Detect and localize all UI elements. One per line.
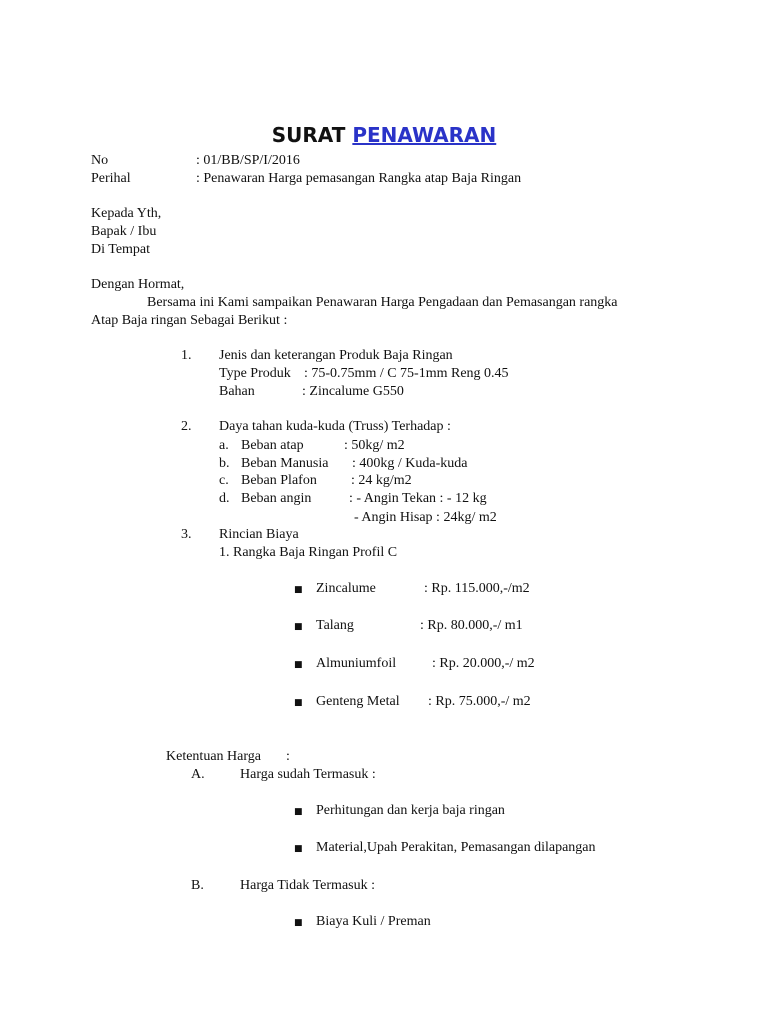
beban-label: Beban atap [241, 438, 304, 453]
beban-letter: a. [219, 438, 229, 453]
section-3-heading: Rincian Biaya [219, 527, 299, 542]
no-value: : 01/BB/SP/I/2016 [196, 153, 300, 168]
bullet-icon: ■ [294, 585, 303, 595]
cost-item-value: : Rp. 80.000,-/ m1 [420, 618, 523, 633]
bullet-icon: ■ [294, 698, 303, 708]
section-3-number: 3. [181, 527, 192, 542]
type-produk-value: : 75-0.75mm / C 75-1mm Reng 0.45 [304, 366, 509, 381]
bullet-icon: ■ [294, 918, 303, 928]
cost-item-value: : Rp. 115.000,-/m2 [424, 581, 530, 596]
excluded-item: Biaya Kuli / Preman [316, 914, 431, 929]
title-word-surat: SURAT [271, 123, 346, 147]
document-title [0, 122, 768, 148]
section-1-heading: Jenis dan keterangan Produk Baja Ringan [219, 348, 453, 363]
perihal-value: : Penawaran Harga pemasangan Rangka atap Baja Ringan [196, 171, 522, 186]
no-label: No [91, 153, 109, 168]
opening-paragraph-line-2: Atap Baja ringan Sebagai Berikut : [91, 313, 288, 328]
bullet-icon: ■ [294, 844, 303, 854]
section-2-heading: Daya tahan kuda-kuda (Truss) Terhadap : [219, 419, 451, 434]
cost-item-label: Genteng Metal [316, 694, 400, 709]
cost-item-label: Talang [316, 618, 354, 633]
ketentuan-a-heading: Harga sudah Termasuk : [240, 767, 376, 782]
bahan-label: Bahan [219, 384, 255, 399]
bullet-icon: ■ [294, 807, 303, 817]
section-2-number: 2. [181, 419, 192, 434]
beban-value: : 24 kg/m2 [351, 473, 412, 488]
recipient-line-3: Di Tempat [91, 242, 151, 257]
salutation: Dengan Hormat, [91, 277, 185, 292]
cost-item-value: : Rp. 75.000,-/ m2 [428, 694, 531, 709]
perihal-label: Perihal [91, 171, 131, 186]
ketentuan-a-letter: A. [191, 767, 205, 782]
cost-item-label: Almuniumfoil [316, 656, 397, 671]
cost-item-label: Zincalume [316, 581, 376, 596]
beban-label: Beban Plafon [241, 473, 317, 488]
ketentuan-b-heading: Harga Tidak Termasuk : [240, 878, 375, 893]
beban-letter: b. [219, 456, 230, 471]
beban-label: Beban Manusia [241, 456, 329, 471]
beban-label: Beban angin [241, 491, 312, 506]
title-word-penawaran: PENAWARAN [352, 123, 497, 147]
included-item: Material,Upah Perakitan, Pemasangan dilapangan [316, 840, 596, 855]
bullet-icon: ■ [294, 660, 303, 670]
bullet-icon: ■ [294, 622, 303, 632]
cost-item-value: : Rp. 20.000,-/ m2 [432, 656, 535, 671]
type-produk-label: Type Produk [219, 366, 291, 381]
recipient-line-2: Bapak / Ibu [91, 224, 157, 239]
included-item: Perhitungan dan kerja baja ringan [316, 803, 505, 818]
section-3-subheading: 1. Rangka Baja Ringan Profil C [219, 545, 398, 560]
ketentuan-b-letter: B. [191, 878, 204, 893]
section-1-number: 1. [181, 348, 192, 363]
opening-paragraph-line-1: Bersama ini Kami sampaikan Penawaran Harga Pengadaan dan Pemasangan rangka [147, 295, 618, 310]
beban-letter: c. [219, 473, 229, 488]
beban-value: : 50kg/ m2 [344, 438, 405, 453]
angin-hisap: - Angin Hisap : 24kg/ m2 [354, 510, 497, 525]
beban-value: : - Angin Tekan : - 12 kg [349, 491, 487, 506]
beban-letter: d. [219, 491, 230, 506]
ketentuan-heading: Ketentuan Harga [166, 749, 261, 764]
recipient-line-1: Kepada Yth, [91, 206, 162, 221]
bahan-value: : Zincalume G550 [302, 384, 404, 399]
beban-value: : 400kg / Kuda-kuda [352, 456, 468, 471]
ketentuan-colon: : [286, 749, 290, 764]
